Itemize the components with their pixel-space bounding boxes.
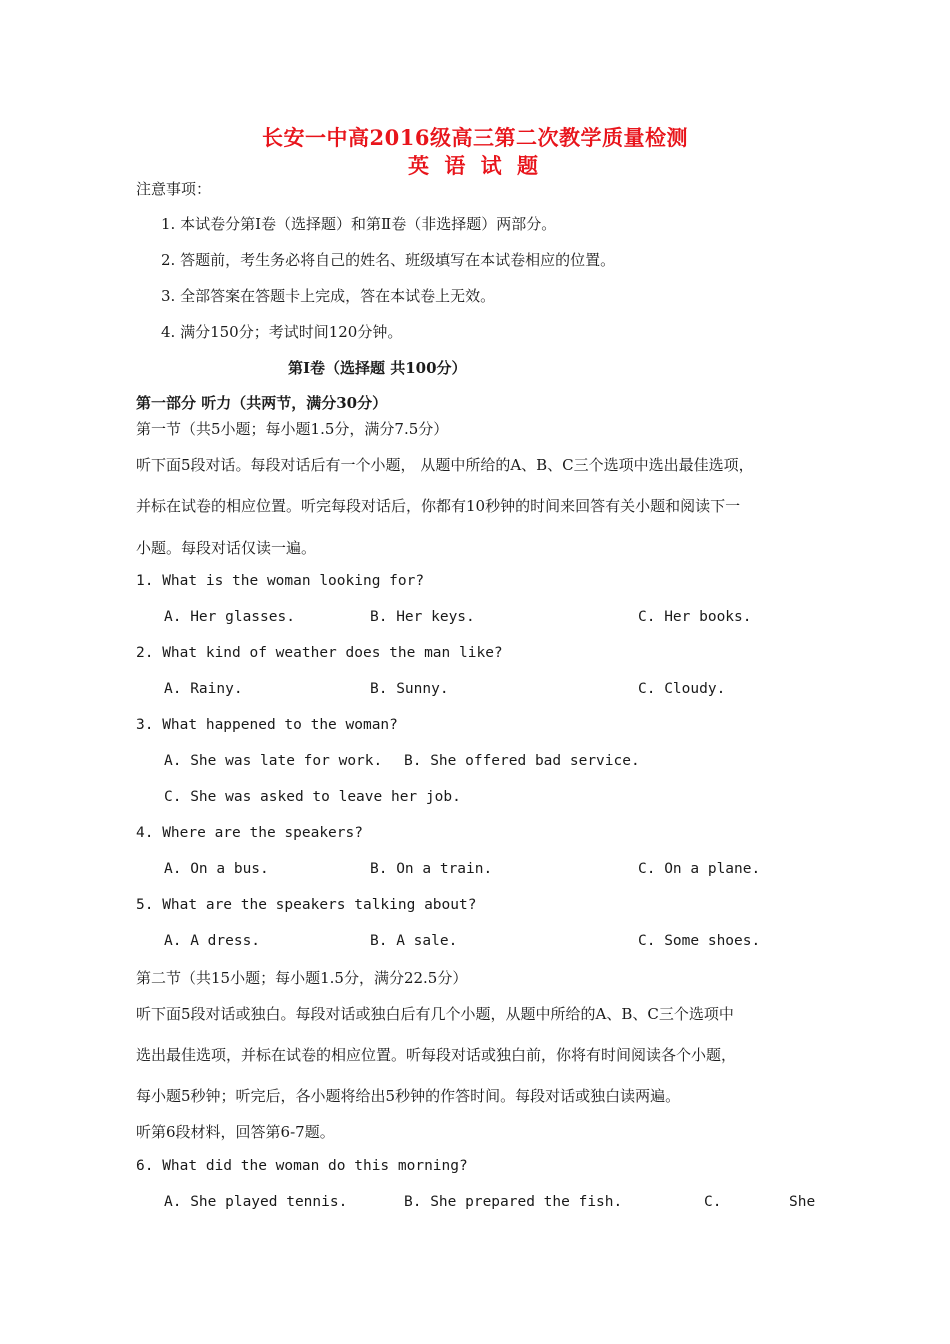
- section1-instruction: 小题。每段对话仅读一遍。: [136, 539, 317, 557]
- question-stem: 6. What did the woman do this morning?: [136, 1158, 468, 1174]
- option-a: A. Rainy.: [164, 681, 243, 697]
- part1-title: 第一部分 听力（共两节，满分30分）: [136, 394, 388, 412]
- section2-instruction: 选出最佳选项，并标在试卷的相应位置。听每段对话或独白前，你将有时间阅读各个小题，: [136, 1046, 737, 1064]
- option-c: C. She was asked to leave her job.: [164, 789, 461, 805]
- option-c: C.: [704, 1194, 722, 1210]
- question-stem: 3. What happened to the woman?: [136, 717, 398, 733]
- option-c-continued: She: [789, 1194, 816, 1210]
- notice-item: 2. 答题前，考生务必将自己的姓名、班级填写在本试卷相应的位置。: [161, 251, 616, 269]
- notice-item: 4. 满分150分；考试时间120分钟。: [161, 323, 403, 341]
- option-b: B. She offered bad service.: [404, 753, 640, 769]
- exam-title: 长安一中高2016级高三第二次教学质量检测: [262, 125, 688, 150]
- option-c: C. On a plane.: [638, 861, 761, 877]
- exam-subtitle: 英 语 试 题: [408, 153, 542, 178]
- option-a: A. On a bus.: [164, 861, 269, 877]
- question-stem: 4. Where are the speakers?: [136, 825, 363, 841]
- volume1-title: 第Ⅰ卷（选择题 共100分）: [288, 359, 467, 377]
- section1-title: 第一节（共5小题；每小题1.5分，满分7.5分）: [136, 420, 449, 438]
- option-a: A. She was late for work.: [164, 753, 383, 769]
- material-intro: 听第6段材料，回答第6-7题。: [136, 1123, 335, 1141]
- option-b: B. Her keys.: [370, 609, 475, 625]
- section2-instruction: 每小题5秒钟；听完后，各小题将给出5秒钟的作答时间。每段对话或独白读两遍。: [136, 1087, 681, 1105]
- notice-item: 1. 本试卷分第Ⅰ卷（选择题）和第Ⅱ卷（非选择题）两部分。: [161, 215, 557, 233]
- option-a: A. Her glasses.: [164, 609, 295, 625]
- notice-item: 3. 全部答案在答题卡上完成，答在本试卷上无效。: [161, 287, 496, 305]
- section1-instruction: 听下面5段对话。每段对话后有一个小题， 从题中所给的A、B、C三个选项中选出最佳选项，: [136, 456, 754, 474]
- option-b: B. She prepared the fish.: [404, 1194, 623, 1210]
- question-stem: 2. What kind of weather does the man like?: [136, 645, 503, 661]
- option-b: B. A sale.: [370, 933, 458, 949]
- option-a: A. A dress.: [164, 933, 261, 949]
- section2-title: 第二节（共15小题；每小题1.5分，满分22.5分）: [136, 969, 468, 987]
- option-b: B. On a train.: [370, 861, 493, 877]
- section1-instruction: 并标在试卷的相应位置。听完每段对话后，你都有10秒钟的时间来回答有关小题和阅读下一: [136, 497, 741, 515]
- option-a: A. She played tennis.: [164, 1194, 348, 1210]
- question-stem: 5. What are the speakers talking about?: [136, 897, 477, 913]
- option-b: B. Sunny.: [370, 681, 449, 697]
- section2-instruction: 听下面5段对话或独白。每段对话或独白后有几个小题，从题中所给的A、B、C三个选项中: [136, 1005, 734, 1023]
- question-stem: 1. What is the woman looking for?: [136, 573, 425, 589]
- notice-heading: 注意事项：: [136, 180, 212, 198]
- option-c: C. Cloudy.: [638, 681, 726, 697]
- option-c: C. Her books.: [638, 609, 752, 625]
- option-c: C. Some shoes.: [638, 933, 761, 949]
